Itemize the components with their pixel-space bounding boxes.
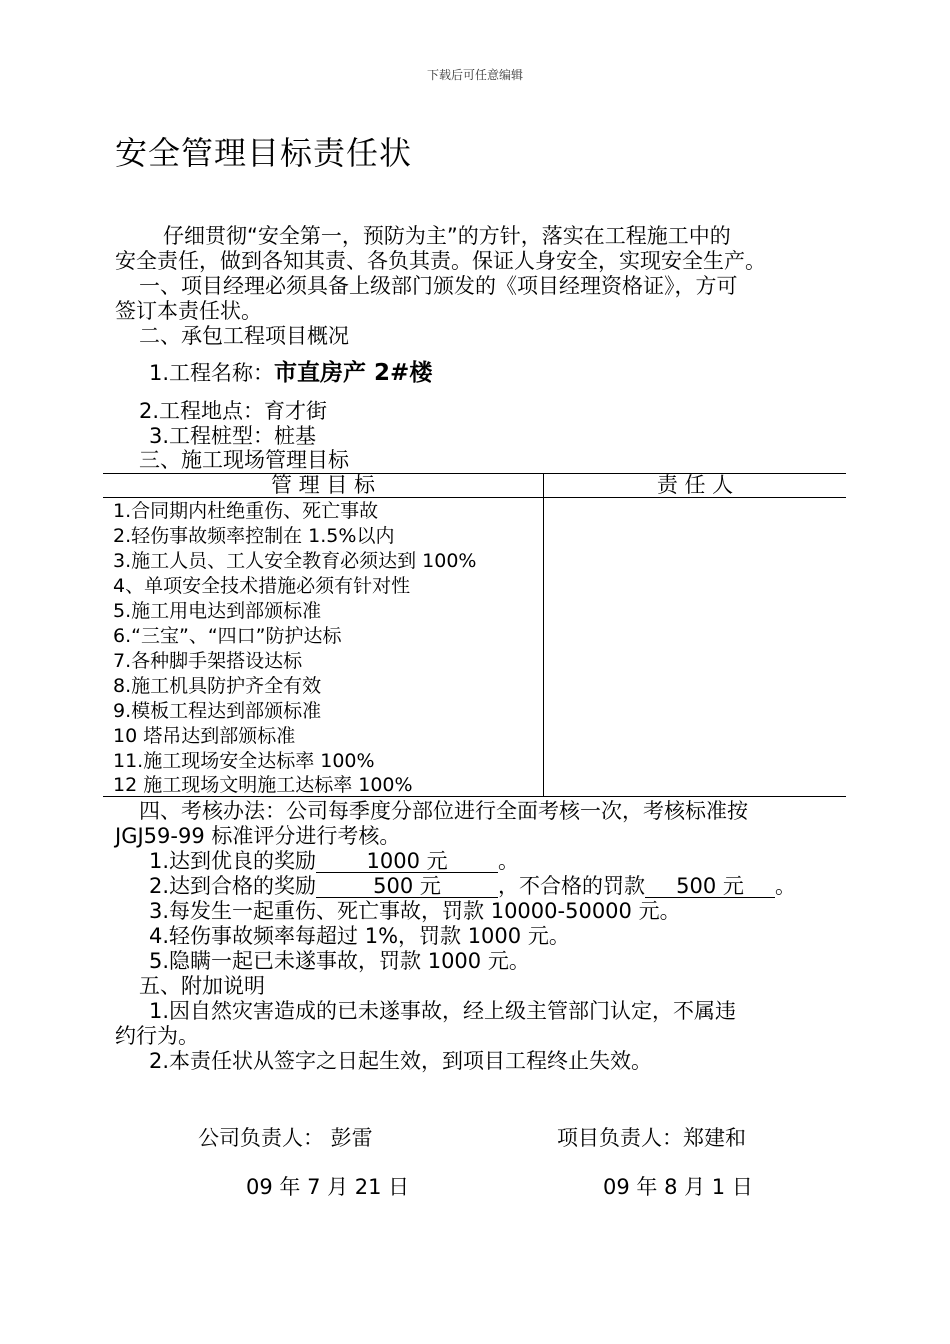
section-2-heading: 二、承包工程项目概况 bbox=[139, 324, 349, 348]
note-2: 2.本责任状从签字之日起生效，到项目工程终止失效。 bbox=[149, 1049, 653, 1073]
reward-qualified-end: 。 bbox=[775, 874, 797, 898]
section-5-heading: 五、附加说明 bbox=[139, 974, 265, 998]
table-column-divider bbox=[543, 473, 544, 797]
goal-item: 10 塔吊达到部颁标准 bbox=[113, 725, 296, 747]
note-1-line-1: 1.因自然灾害造成的已未遂事故，经上级主管部门认定，不属违 bbox=[149, 999, 737, 1023]
goal-item: 11.施工现场安全达标率 100% bbox=[113, 750, 375, 772]
goal-item: 12 施工现场文明施工达标率 100% bbox=[113, 774, 413, 796]
page-header-note: 下载后可任意编辑 bbox=[426, 68, 523, 82]
project-sign-date: 09 年 8 月 1 日 bbox=[603, 1175, 753, 1199]
penalty-rule-5: 5.隐瞒一起已未遂事故，罚款 1000 元。 bbox=[149, 949, 530, 973]
goal-item: 5.施工用电达到部颁标准 bbox=[113, 600, 322, 622]
project-signer: 项目负责人：郑建和 bbox=[557, 1126, 746, 1150]
pile-type: 3.工程桩型：桩基 bbox=[149, 424, 317, 448]
goal-item: 3.施工人员、工人安全教育必须达到 100% bbox=[113, 550, 477, 572]
goal-item: 4、单项安全技术措施必须有针对性 bbox=[113, 575, 411, 597]
penalty-label: ，不合格的罚款 bbox=[498, 874, 646, 898]
goal-item: 7.各种脚手架搭设达标 bbox=[113, 650, 303, 672]
page-title: 安全管理目标责任状 bbox=[115, 134, 413, 172]
goal-item: 1.合同期内杜绝重伤、死亡事故 bbox=[113, 500, 379, 522]
table-header-goals: 管 理 目 标 bbox=[270, 473, 376, 497]
company-sign-date: 09 年 7 月 21 日 bbox=[246, 1175, 410, 1199]
section-4-line-1: 四、考核办法：公司每季度分部位进行全面考核一次，考核标准按 bbox=[139, 799, 748, 823]
reward-qualified-amount: 500 元 bbox=[316, 875, 498, 898]
section-1-line-1: 一、项目经理必须具备上级部门颁发的《项目经理资格证》，方可 bbox=[139, 274, 738, 298]
project-name-value: 市直房产 2#楼 bbox=[274, 360, 433, 386]
reward-excellent-label: 1.达到优良的奖励 bbox=[149, 849, 317, 873]
goal-item: 6.“三宝”、“四口”防护达标 bbox=[113, 625, 342, 647]
reward-qualified-label: 2.达到合格的奖励 bbox=[149, 874, 317, 898]
reward-excellent-amount: 1000 元 bbox=[316, 850, 498, 873]
reward-excellent-end: 。 bbox=[498, 849, 520, 873]
reward-qualified bbox=[149, 874, 796, 899]
penalty-amount: 500 元 bbox=[645, 875, 775, 898]
company-signer: 公司负责人： 彭雷 bbox=[198, 1126, 373, 1150]
project-location: 2.工程地点：育才街 bbox=[139, 399, 328, 423]
section-3-heading: 三、施工现场管理目标 bbox=[139, 448, 349, 472]
goal-item: 8.施工机具防护齐全有效 bbox=[113, 675, 322, 697]
project-name-label: 1.工程名称： bbox=[149, 361, 275, 385]
note-1-line-2: 约行为。 bbox=[115, 1024, 199, 1048]
intro-line-1: 仔细贯彻“安全第一，预防为主”的方针，落实在工程施工中的 bbox=[163, 224, 731, 248]
goal-item: 2.轻伤事故频率控制在 1.5%以内 bbox=[113, 525, 395, 547]
section-1-line-2: 签订本责任状。 bbox=[115, 299, 262, 323]
table-header-responsible: 责 任 人 bbox=[656, 473, 734, 497]
penalty-rule-3: 3.每发生一起重伤、死亡事故，罚款 10000-50000 元。 bbox=[149, 899, 681, 923]
intro-line-2: 安全责任，做到各知其责、各负其责。保证人身安全，实现安全生产。 bbox=[115, 249, 766, 273]
goal-item: 9.模板工程达到部颁标准 bbox=[113, 700, 322, 722]
project-name bbox=[149, 361, 432, 386]
section-4-line-2: JGJ59-99 标准评分进行考核。 bbox=[115, 824, 401, 848]
reward-excellent bbox=[149, 849, 519, 874]
penalty-rule-4: 4.轻伤事故频率每超过 1%，罚款 1000 元。 bbox=[149, 924, 570, 948]
